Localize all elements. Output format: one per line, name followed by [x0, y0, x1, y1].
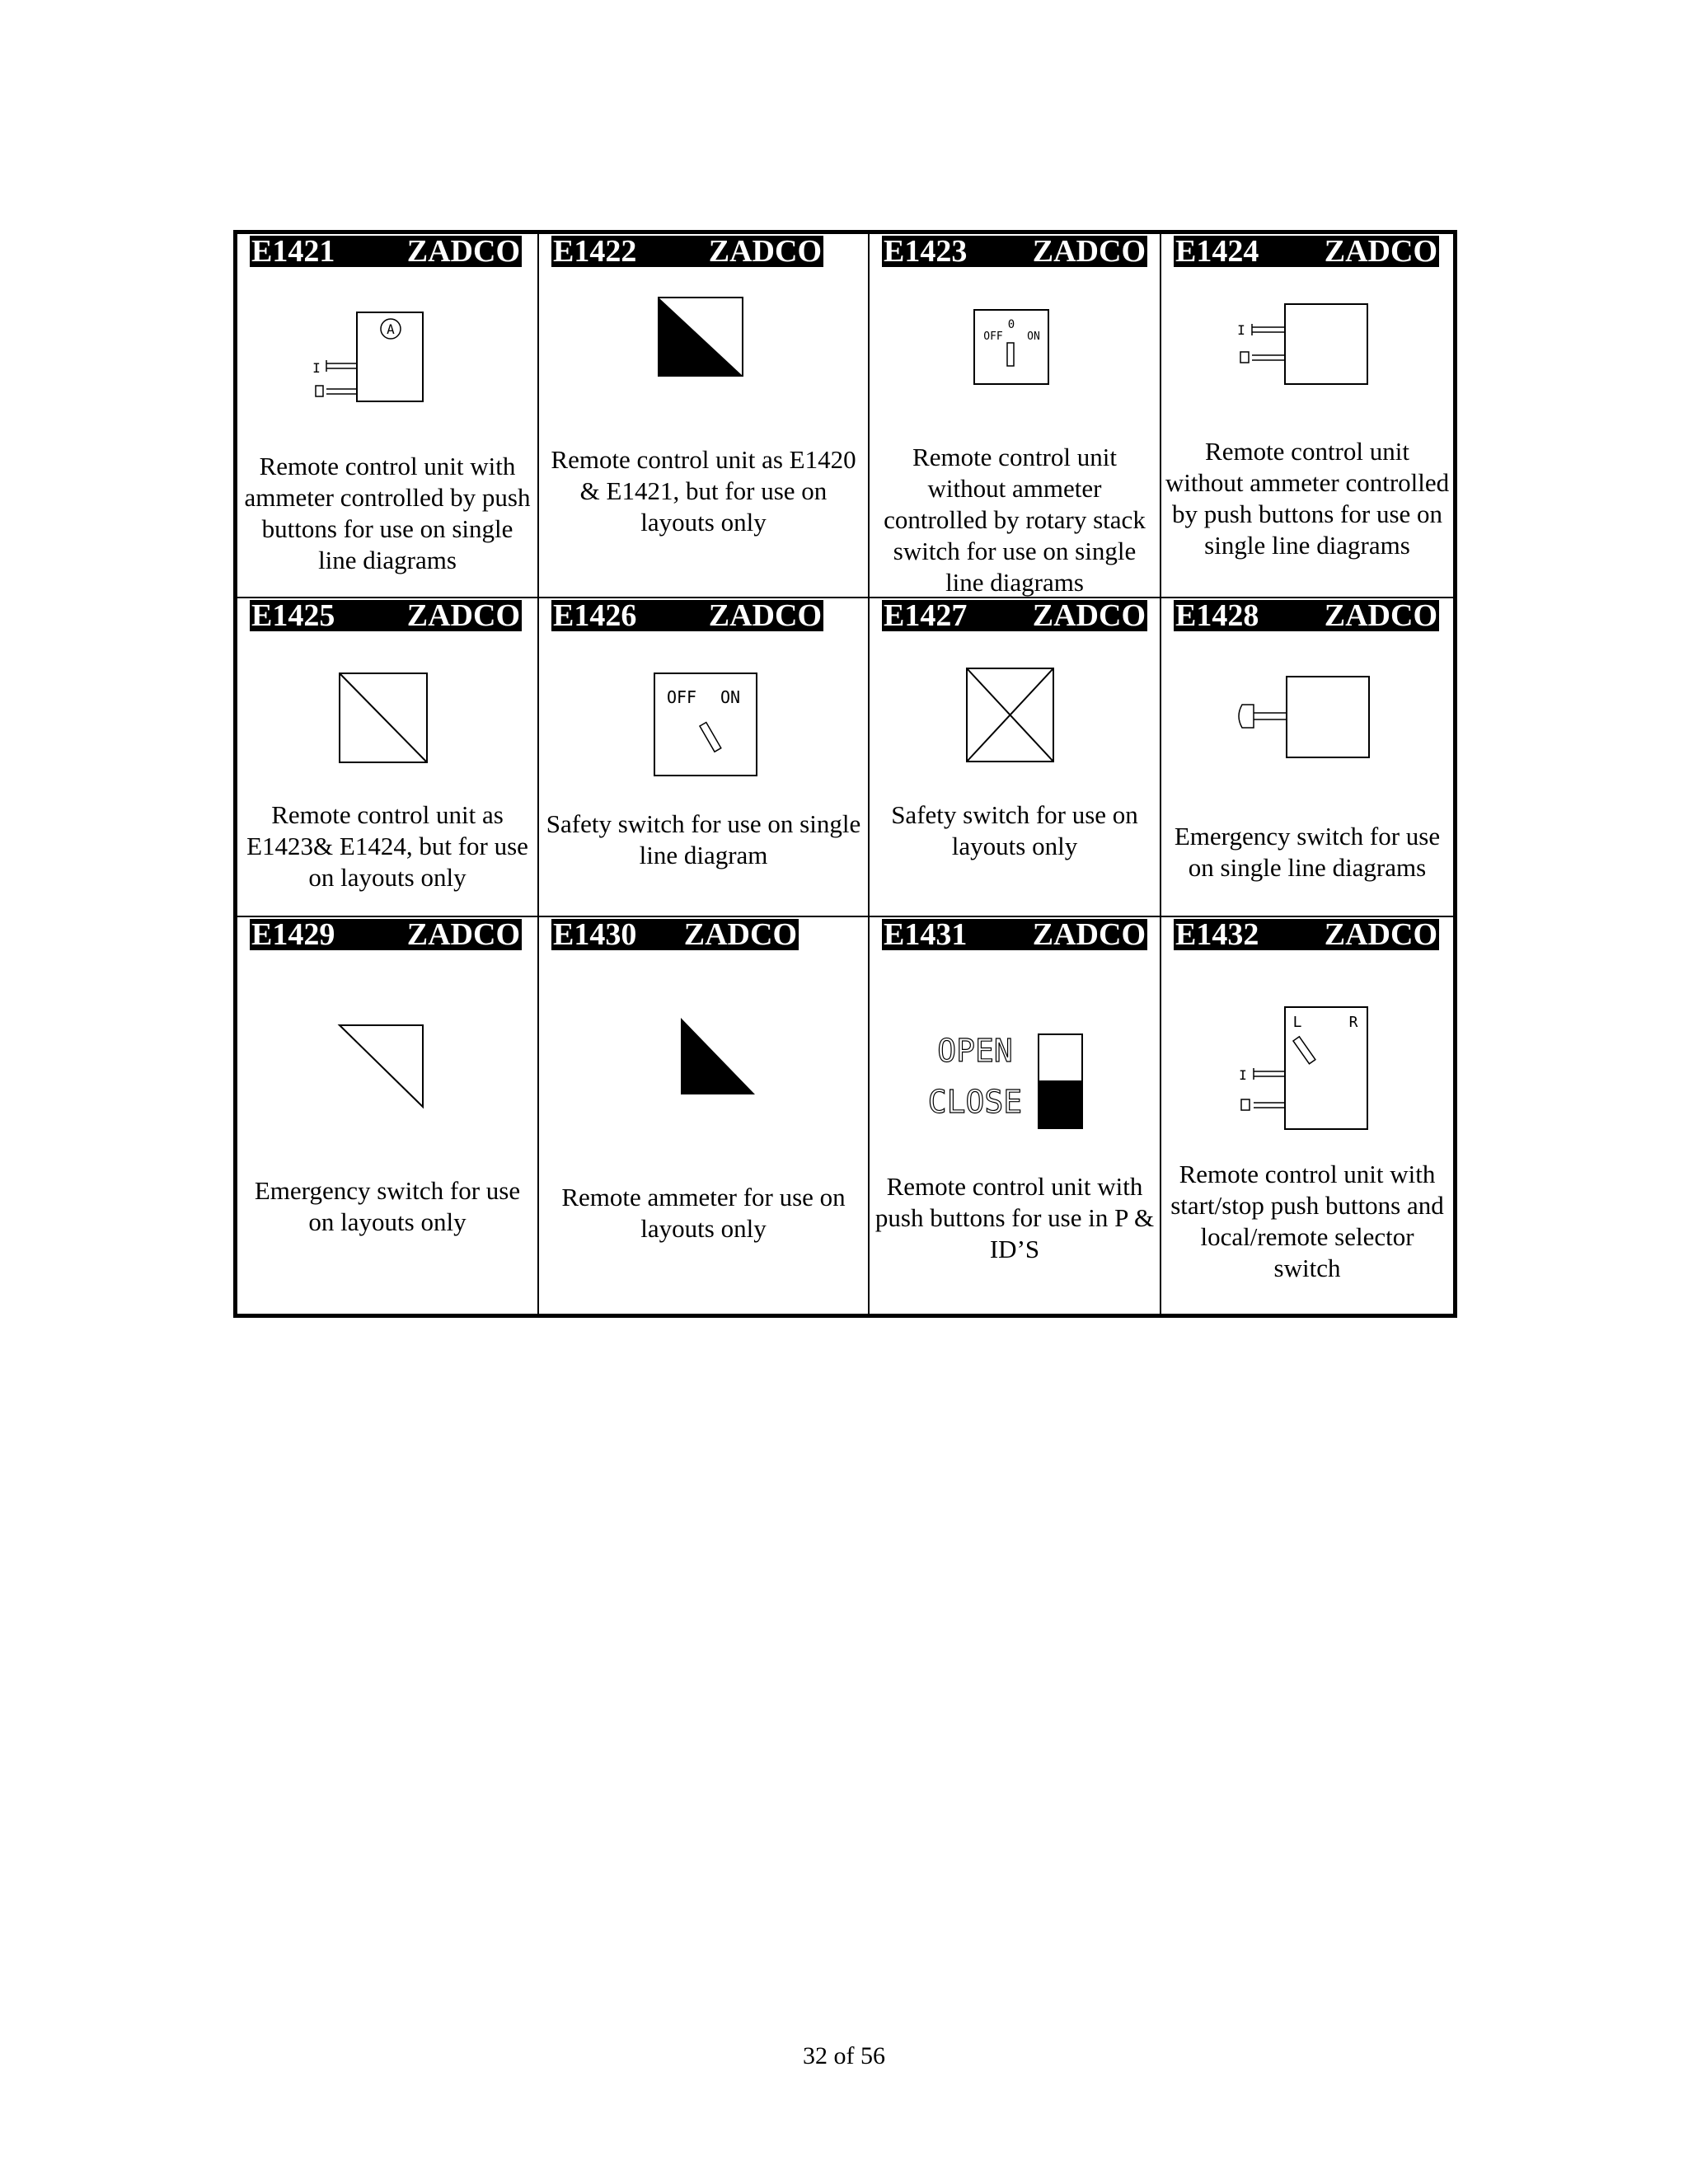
- symbol-code: E1425: [251, 598, 335, 633]
- symbol-graphic: [1161, 967, 1453, 1107]
- symbol-description: Remote control unit without ammeter controlled by rotary stack switch for use on single line diagrams: [884, 443, 1146, 597]
- cell-header: [551, 600, 823, 631]
- svg-text:I: I: [1239, 1066, 1247, 1083]
- svg-text:I: I: [1237, 322, 1245, 338]
- remote-control-layout-outline-icon: [237, 648, 537, 788]
- brand-label: ZADCO: [708, 234, 822, 269]
- remote-ammeter-icon: [539, 967, 868, 1107]
- symbol-description: Remote control unit as E1423& E1424, but for use on layouts only: [246, 799, 528, 892]
- cell-header: [250, 916, 522, 952]
- symbol-cell: [538, 598, 869, 916]
- brand-label: ZADCO: [1032, 916, 1146, 952]
- symbol-cell: [1160, 916, 1456, 1316]
- symbol-graphic: [870, 648, 1160, 788]
- symbol-description: Emergency switch for use on single line diagrams: [1174, 821, 1441, 882]
- svg-text:ON: ON: [1027, 330, 1040, 343]
- local-remote-selector-unit-icon: [1161, 967, 1453, 1107]
- cell-header: [1174, 916, 1439, 952]
- emergency-switch-layout-icon: [237, 967, 537, 1107]
- svg-text:CLOSE: CLOSE: [927, 1083, 1023, 1120]
- cell-header: [1174, 600, 1439, 631]
- svg-text:OFF: OFF: [666, 687, 697, 707]
- symbol-cell: [869, 916, 1160, 1316]
- symbol-graphic: [1161, 648, 1453, 788]
- svg-text:I: I: [312, 360, 321, 376]
- symbol-cell: [1160, 232, 1456, 598]
- cell-header: [882, 916, 1147, 952]
- brand-label: ZADCO: [406, 598, 520, 633]
- cell-header: [882, 600, 1147, 631]
- svg-text:L: L: [1292, 1013, 1302, 1031]
- symbol-cell: [869, 232, 1160, 598]
- brand-label: ZADCO: [1324, 598, 1437, 633]
- rotary-switch-unit-icon: [870, 284, 1160, 424]
- symbol-graphic: [539, 967, 868, 1107]
- open-close-push-button-icon: [870, 967, 1160, 1120]
- symbol-graphic: [237, 967, 537, 1107]
- cell-header: [551, 916, 799, 952]
- symbol-graphic: [870, 284, 1160, 424]
- svg-text:A: A: [387, 321, 395, 337]
- symbol-code: E1428: [1175, 598, 1259, 633]
- symbol-description: Remote control unit as E1420 & E1421, but for use on layouts only: [551, 445, 856, 537]
- symbol-code: E1421: [251, 234, 335, 269]
- brand-label: ZADCO: [1324, 916, 1437, 952]
- symbol-description: Emergency switch for use on layouts only: [254, 1175, 521, 1236]
- symbol-cell: [1160, 598, 1456, 916]
- remote-control-layout-icon: [539, 284, 868, 424]
- cell-header: [250, 236, 522, 267]
- symbol-graphic: [237, 284, 537, 424]
- symbol-code: E1432: [1175, 916, 1259, 952]
- symbol-description: Safety switch for use on single line diagram: [546, 808, 861, 869]
- symbol-code: E1430: [553, 916, 637, 952]
- brand-label: ZADCO: [1032, 234, 1146, 269]
- symbol-cell: [538, 916, 869, 1316]
- symbol-cell: [236, 916, 539, 1316]
- symbol-graphic: [237, 648, 537, 788]
- symbol-description: Remote ammeter for use on layouts only: [561, 1182, 846, 1243]
- symbol-description: Remote control unit with push buttons for use in P & ID’S: [874, 1171, 1155, 1263]
- cell-header: [882, 236, 1147, 267]
- brand-label: ZADCO: [708, 598, 822, 633]
- symbol-description: Remote control unit without ammeter controlled by push buttons for use on single line diagrams: [1165, 437, 1450, 560]
- symbol-cell: [538, 232, 869, 598]
- cell-header: [1174, 236, 1439, 267]
- brand-label: ZADCO: [406, 234, 520, 269]
- svg-text:0: 0: [1007, 318, 1015, 331]
- brand-label: ZADCO: [683, 916, 797, 952]
- symbol-code: E1429: [251, 916, 335, 952]
- svg-text:OPEN: OPEN: [937, 1032, 1013, 1069]
- remote-control-ammeter-icon: [237, 284, 537, 424]
- emergency-switch-icon: [1161, 648, 1453, 788]
- symbol-graphic: [539, 284, 868, 424]
- symbol-graphic: [539, 648, 868, 788]
- page-number: 32 of 56: [803, 2042, 885, 2069]
- symbol-cell: [869, 598, 1160, 916]
- symbol-description: Remote control unit with start/stop push buttons and local/remote selector switch: [1170, 1159, 1444, 1282]
- svg-text:R: R: [1348, 1013, 1358, 1031]
- svg-text:ON: ON: [720, 687, 741, 707]
- brand-label: ZADCO: [1032, 598, 1146, 633]
- symbol-graphic: [870, 967, 1160, 1120]
- symbol-graphic: [1161, 284, 1453, 424]
- cell-header: [250, 600, 522, 631]
- cell-header: [551, 236, 823, 267]
- symbol-code: E1422: [553, 234, 637, 269]
- safety-switch-layout-icon: [870, 648, 1160, 788]
- symbol-code: E1427: [884, 598, 968, 633]
- push-button-unit-icon: [1161, 284, 1453, 424]
- symbol-cell: [236, 598, 539, 916]
- symbols-table: [233, 230, 1457, 1318]
- symbol-description: Remote control unit with ammeter controlled by push buttons for use on single line diagrams: [244, 452, 531, 574]
- brand-label: ZADCO: [1324, 234, 1437, 269]
- symbol-code: E1424: [1175, 234, 1259, 269]
- svg-text:OFF: OFF: [983, 330, 1003, 343]
- brand-label: ZADCO: [406, 916, 520, 952]
- symbol-code: E1426: [553, 598, 637, 633]
- safety-switch-icon: [539, 648, 868, 788]
- symbol-code: E1423: [884, 234, 968, 269]
- symbol-cell: [236, 232, 539, 598]
- symbol-description: Safety switch for use on layouts only: [891, 799, 1138, 860]
- symbol-code: E1431: [884, 916, 968, 952]
